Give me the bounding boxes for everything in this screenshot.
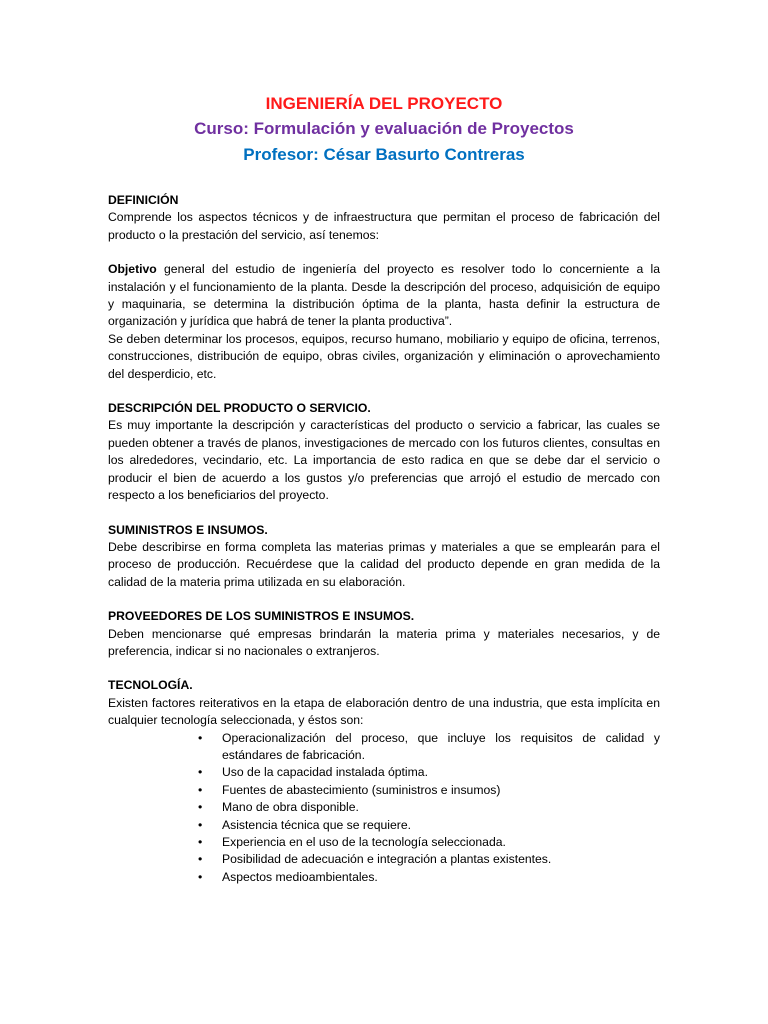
list-item-text: Experiencia en el uso de la tecnología seleccionada. xyxy=(222,835,506,849)
section-heading: SUMINISTROS E INSUMOS. xyxy=(108,522,268,537)
list-item-text: Asistencia técnica que se requiere. xyxy=(222,817,412,832)
section-heading: PROVEEDORES DE LOS SUMINISTROS E INSUMOS. xyxy=(108,609,415,624)
paragraph-text: general del estudio de ingeniería del proyecto es resolver todo lo concerniente a la instalación y el funcionamiento de la planta. Desde la descripción del proceso, adquisición de equipo y maquinaria, se determina la distribución óptima de la planta, hasta definir la estructura de organización y jurídica que habrá de tener la planta productiva”. xyxy=(108,262,660,329)
list-item-text: Aspectos medioambientales. xyxy=(222,869,378,884)
list-item xyxy=(198,834,660,851)
title-block xyxy=(108,92,660,168)
bullet-icon: • xyxy=(198,835,203,849)
section-tecnologia xyxy=(108,677,660,886)
technology-factors-list xyxy=(108,730,660,887)
list-item xyxy=(198,869,660,886)
paragraph: Existen factores reiterativos en la etapa de elaboración dentro de una industria, que esta implícita en cualquier tecnología seleccionada, y éstos son: xyxy=(108,695,660,728)
section-definicion xyxy=(108,192,660,383)
section-heading: DESCRIPCIÓN DEL PRODUCTO O SERVICIO. xyxy=(108,401,371,416)
list-item-text: Mano de obra disponible. xyxy=(222,800,359,815)
paragraph: Deben mencionarse qué empresas brindarán la materia prima y materiales necesarios, y de preferencia, indicar si no nacionales o extranjeros. xyxy=(108,626,660,658)
list-item xyxy=(198,817,660,834)
list-item xyxy=(198,764,660,781)
section-heading: TECNOLOGÍA. xyxy=(108,678,193,693)
bullet-icon: • xyxy=(198,852,203,867)
section-suministros xyxy=(108,522,660,592)
course-name: Curso: Formulación y evaluación de Proyectos xyxy=(194,119,574,138)
list-item xyxy=(198,851,660,868)
document-title: INGENIERÍA DEL PROYECTO xyxy=(265,94,503,113)
list-item xyxy=(198,799,660,816)
professor-name: Profesor: César Basurto Contreras xyxy=(243,145,525,164)
bullet-icon: • xyxy=(198,817,203,832)
paragraph: Es muy importante la descripción y características del producto o servicio a fabricar, las cuales se pueden obtener a través de planos, investigaciones de mercado con los futuros clientes, consultas en los alrededores, vecindario, etc. La importancia de esto radica en que se debe dar el servicio o producir el bien de acuerdo a los gustos y/o preferencias que arrojó el estudio de mercado con respecto a los beneficiarios del proyecto. xyxy=(108,418,660,503)
bullet-icon: • xyxy=(198,869,203,884)
bullet-icon: • xyxy=(198,765,203,780)
list-item xyxy=(198,730,660,765)
list-item-text: Fuentes de abastecimiento (suministros e insumos) xyxy=(222,782,501,797)
paragraph xyxy=(108,261,660,331)
list-item-text: Uso de la capacidad instalada óptima. xyxy=(222,765,428,780)
bullet-icon: • xyxy=(198,730,203,745)
paragraph: Comprende los aspectos técnicos y de infraestructura que permitan el proceso de fabricación del producto o la prestación del servicio, así tenemos: xyxy=(108,210,660,242)
section-heading: DEFINICIÓN xyxy=(108,193,179,207)
section-proveedores xyxy=(108,608,660,660)
list-item-text: Operacionalización del proceso, que incluye los requisitos de calidad y estándares de fabricación. xyxy=(222,730,660,762)
bullet-icon: • xyxy=(198,800,203,815)
bold-term: Objetivo xyxy=(108,262,157,277)
list-item-text: Posibilidad de adecuación e integración a plantas existentes. xyxy=(222,852,552,867)
section-descripcion xyxy=(108,400,660,504)
paragraph: Debe describirse en forma completa las materias primas y materiales a que se emplearán para el proceso de producción. Recuérdese que la calidad del producto depende en gran medida de la calidad de la materia prima utilizada en su elaboración. xyxy=(108,539,660,589)
list-item xyxy=(198,782,660,799)
bullet-icon: • xyxy=(198,782,203,797)
paragraph: Se deben determinar los procesos, equipos, recurso humano, mobiliario y equipo de oficina, terrenos, construcciones, distribución de equipo, obras civiles, organización y eliminación o aprovechamiento del desperdicio, etc. xyxy=(108,331,660,381)
